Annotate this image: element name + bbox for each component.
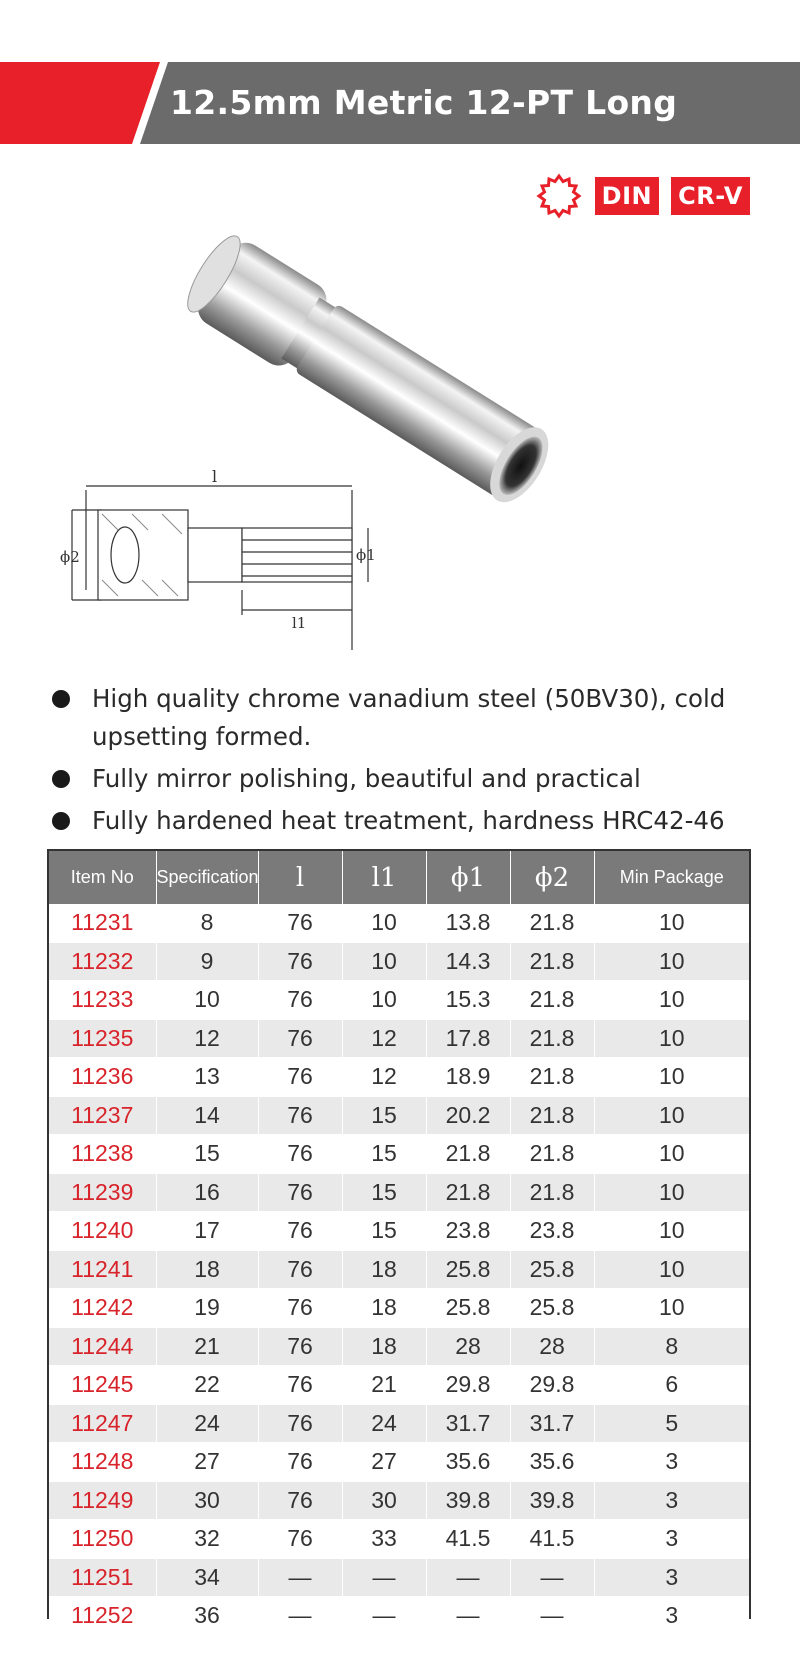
table-row <box>49 1212 749 1251</box>
header-phi1: ϕ1 <box>426 851 510 904</box>
table-cell: 10 <box>594 981 749 1020</box>
table-cell: 36 <box>156 1597 258 1636</box>
table-cell: 76 <box>258 1019 342 1058</box>
table-cell: 76 <box>258 1443 342 1482</box>
table-cell: 11249 <box>49 1481 156 1520</box>
table-cell: 13.8 <box>426 904 510 942</box>
table-cell: 34 <box>156 1558 258 1597</box>
table-cell: — <box>426 1597 510 1636</box>
header-l1: l1 <box>342 851 426 904</box>
header-l: l <box>258 851 342 904</box>
table-cell: — <box>510 1558 594 1597</box>
table-cell: 12 <box>156 1019 258 1058</box>
table-cell: 5 <box>594 1404 749 1443</box>
feature-item <box>48 802 788 840</box>
table-cell: 11245 <box>49 1366 156 1405</box>
table-cell: 3 <box>594 1597 749 1636</box>
table-cell: 20.2 <box>426 1096 510 1135</box>
table-cell: 76 <box>258 1520 342 1559</box>
table-cell: 76 <box>258 942 342 981</box>
table-cell: 3 <box>594 1520 749 1559</box>
crv-badge: CR-V <box>671 177 750 215</box>
table-cell: 10 <box>594 1173 749 1212</box>
table-cell: 21.8 <box>426 1173 510 1212</box>
feature-item <box>48 680 788 756</box>
table-row <box>49 1327 749 1366</box>
table-cell: 76 <box>258 1173 342 1212</box>
table-cell: 6 <box>594 1366 749 1405</box>
table-cell: 15.3 <box>426 981 510 1020</box>
table-cell: 10 <box>594 1096 749 1135</box>
table-cell: 15 <box>156 1135 258 1174</box>
table-cell: 35.6 <box>426 1443 510 1482</box>
table-cell: 28 <box>426 1327 510 1366</box>
table-cell: 8 <box>156 904 258 942</box>
table-header-row <box>49 851 749 904</box>
table-row <box>49 1366 749 1405</box>
table-cell: 35.6 <box>510 1443 594 1482</box>
table-cell: — <box>342 1597 426 1636</box>
table-cell: 11252 <box>49 1597 156 1636</box>
table-cell: 15 <box>342 1173 426 1212</box>
table-cell: 31.7 <box>510 1404 594 1443</box>
table-row <box>49 1558 749 1597</box>
table-cell: 76 <box>258 1135 342 1174</box>
table-cell: 27 <box>342 1443 426 1482</box>
feature-text: High quality chrome vanadium steel (50BV30), cold upsetting formed. <box>92 684 726 751</box>
table-cell: 10 <box>342 942 426 981</box>
table-cell: 10 <box>594 1058 749 1097</box>
table-cell: 31.7 <box>426 1404 510 1443</box>
table-cell: 11237 <box>49 1096 156 1135</box>
table-cell: 24 <box>156 1404 258 1443</box>
table-cell: 11241 <box>49 1250 156 1289</box>
table-cell: 21.8 <box>510 904 594 942</box>
table-cell: 10 <box>594 1250 749 1289</box>
table-cell: 12 <box>342 1019 426 1058</box>
socket-dimension-diagram <box>42 467 412 672</box>
table-cell: 21 <box>156 1327 258 1366</box>
table-cell: 21.8 <box>510 1058 594 1097</box>
feature-text: Fully hardened heat treatment, hardness HRC42-46 <box>92 806 725 835</box>
label-phi2: ϕ2 <box>60 548 80 566</box>
table-cell: 76 <box>258 1058 342 1097</box>
table-cell: 10 <box>594 942 749 981</box>
table-cell: 10 <box>594 1135 749 1174</box>
table-row <box>49 1250 749 1289</box>
table-cell: 76 <box>258 1212 342 1251</box>
table-cell: 15 <box>342 1096 426 1135</box>
table-cell: 11236 <box>49 1058 156 1097</box>
table-cell: 28 <box>510 1327 594 1366</box>
table-cell: 21.8 <box>510 981 594 1020</box>
table-cell: 11247 <box>49 1404 156 1443</box>
table-row <box>49 981 749 1020</box>
socket-product-image <box>200 196 630 526</box>
table-cell: 21.8 <box>510 942 594 981</box>
table-cell: 23.8 <box>426 1212 510 1251</box>
label-l1: l1 <box>292 614 307 632</box>
table-cell: 27 <box>156 1443 258 1482</box>
table-cell: 41.5 <box>510 1520 594 1559</box>
table-cell: 17.8 <box>426 1019 510 1058</box>
table-cell: 14 <box>156 1096 258 1135</box>
table-row <box>49 1597 749 1636</box>
feature-item <box>48 760 788 798</box>
table-row <box>49 1443 749 1482</box>
table-cell: 11242 <box>49 1289 156 1328</box>
table-row <box>49 1520 749 1559</box>
table-cell: 29.8 <box>510 1366 594 1405</box>
table-cell: 25.8 <box>426 1289 510 1328</box>
bullet-icon <box>52 690 70 708</box>
table-cell: 17 <box>156 1212 258 1251</box>
table-cell: 21.8 <box>510 1173 594 1212</box>
table-cell: 11244 <box>49 1327 156 1366</box>
table-cell: 11250 <box>49 1520 156 1559</box>
table-cell: 11251 <box>49 1558 156 1597</box>
table-row <box>49 1135 749 1174</box>
table-cell: 11248 <box>49 1443 156 1482</box>
table-cell: 76 <box>258 904 342 942</box>
table-cell: 76 <box>258 981 342 1020</box>
table-cell: 21.8 <box>426 1135 510 1174</box>
bullet-icon <box>52 812 70 830</box>
header-phi2: ϕ2 <box>510 851 594 904</box>
table-cell: 3 <box>594 1558 749 1597</box>
table-row <box>49 1404 749 1443</box>
table-cell: 24 <box>342 1404 426 1443</box>
table-cell: 11235 <box>49 1019 156 1058</box>
table-cell: 76 <box>258 1250 342 1289</box>
table-cell: 30 <box>156 1481 258 1520</box>
table-cell: 39.8 <box>510 1481 594 1520</box>
table-cell: — <box>342 1558 426 1597</box>
header-specification: Specification <box>156 851 258 904</box>
table-cell: 22 <box>156 1366 258 1405</box>
table-cell: 18.9 <box>426 1058 510 1097</box>
table-cell: 10 <box>342 904 426 942</box>
table-cell: 39.8 <box>426 1481 510 1520</box>
spec-table <box>47 849 751 1629</box>
table-cell: 11233 <box>49 981 156 1020</box>
table-cell: 3 <box>594 1443 749 1482</box>
table-cell: 10 <box>594 904 749 942</box>
table-cell: 25.8 <box>510 1250 594 1289</box>
table-cell: 11232 <box>49 942 156 981</box>
table-cell: 15 <box>342 1135 426 1174</box>
table-cell: — <box>258 1597 342 1636</box>
page-title: 12.5mm Metric 12-PT Long Socket <box>170 83 678 204</box>
table-cell: 25.8 <box>426 1250 510 1289</box>
table-row <box>49 1289 749 1328</box>
feature-list <box>48 680 788 844</box>
table-cell: 76 <box>258 1481 342 1520</box>
table-cell: — <box>426 1558 510 1597</box>
table-cell: 25.8 <box>510 1289 594 1328</box>
table-row <box>49 1058 749 1097</box>
table-cell: 8 <box>594 1327 749 1366</box>
table-cell: 10 <box>594 1212 749 1251</box>
table-cell: 10 <box>342 981 426 1020</box>
table-cell: 13 <box>156 1058 258 1097</box>
table-cell: 14.3 <box>426 942 510 981</box>
table-cell: 18 <box>156 1250 258 1289</box>
table-cell: 21.8 <box>510 1019 594 1058</box>
label-phi1: ϕ1 <box>356 546 376 564</box>
table-cell: 76 <box>258 1096 342 1135</box>
table-cell: 41.5 <box>426 1520 510 1559</box>
din-badge: DIN <box>595 177 659 215</box>
header-min-package: Min Package <box>594 851 749 904</box>
table-cell: 21.8 <box>510 1135 594 1174</box>
table-cell: 23.8 <box>510 1212 594 1251</box>
table-cell: 33 <box>342 1520 426 1559</box>
table-cell: 15 <box>342 1212 426 1251</box>
table-row <box>49 942 749 981</box>
table-cell: 18 <box>342 1327 426 1366</box>
table-cell: 76 <box>258 1404 342 1443</box>
label-l: l <box>212 467 218 486</box>
table-cell: 11240 <box>49 1212 156 1251</box>
table-cell: 11231 <box>49 904 156 942</box>
table-cell: 11238 <box>49 1135 156 1174</box>
table-cell: 3 <box>594 1481 749 1520</box>
table-cell: 10 <box>594 1289 749 1328</box>
table-cell: 9 <box>156 942 258 981</box>
table-cell: 16 <box>156 1173 258 1212</box>
table-row <box>49 904 749 942</box>
bullet-icon <box>52 770 70 788</box>
table-row <box>49 1096 749 1135</box>
table-cell: 76 <box>258 1366 342 1405</box>
table-cell: 76 <box>258 1327 342 1366</box>
table-row <box>49 1019 749 1058</box>
table-cell: 30 <box>342 1481 426 1520</box>
table-cell: 21 <box>342 1366 426 1405</box>
table-cell: 10 <box>594 1019 749 1058</box>
table-cell: 11239 <box>49 1173 156 1212</box>
table-cell: 12 <box>342 1058 426 1097</box>
table-row <box>49 1173 749 1212</box>
table-cell: 29.8 <box>426 1366 510 1405</box>
feature-text: Fully mirror polishing, beautiful and practical <box>92 764 641 793</box>
table-cell: 18 <box>342 1289 426 1328</box>
table-cell: — <box>510 1597 594 1636</box>
table-cell: 32 <box>156 1520 258 1559</box>
table-cell: 19 <box>156 1289 258 1328</box>
table-cell: 18 <box>342 1250 426 1289</box>
table-cell: 10 <box>156 981 258 1020</box>
table-cell: 76 <box>258 1289 342 1328</box>
table-cell: 21.8 <box>510 1096 594 1135</box>
table-cell: — <box>258 1558 342 1597</box>
table-row <box>49 1481 749 1520</box>
header-item-no: Item No <box>49 851 156 904</box>
